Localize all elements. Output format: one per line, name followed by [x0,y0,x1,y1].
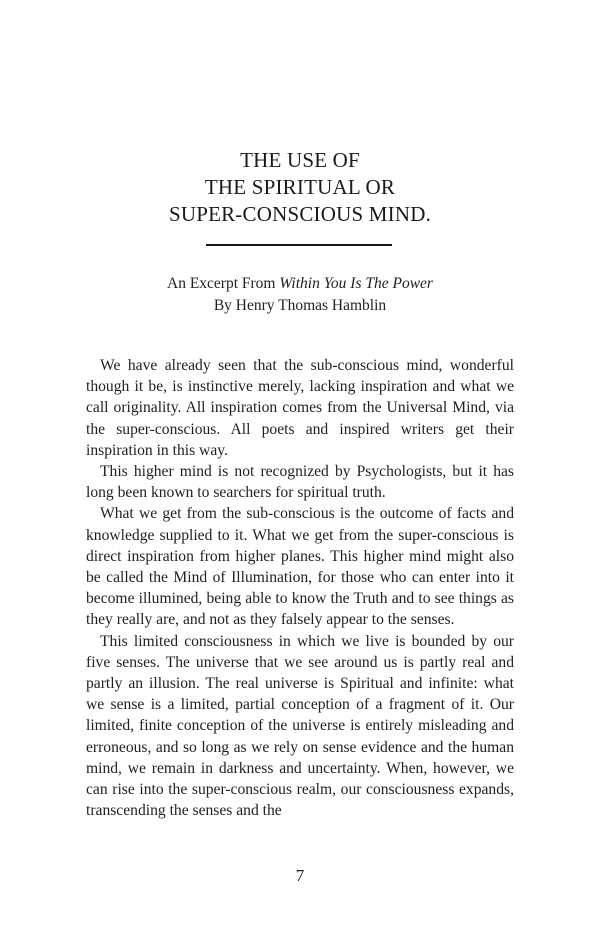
paragraph: This higher mind is not recognized by Psychologists, but it has long been known to searchers for spiritual truth. [86,463,514,502]
title-divider [206,244,392,246]
excerpt-prefix: An Excerpt From [167,275,280,292]
paragraph: We have already seen that the sub-conscious mind, wonderful though it be, is instinctive merely, lacking inspiration and what we call originality. All inspiration comes from the Universal Mind, via the super-conscious. All poets and inspired writers get their inspiration in this way. [86,357,514,459]
paragraph: What we get from the sub-conscious is the outcome of facts and knowledge supplied to it. What we get from the super-conscious is direct inspiration from higher planes. This higher mind might also be called the Mind of Illumination, for those who can enter into it become illumined, being able to know the Truth and to see things as they really are, and not as they falsely appear to the senses. [86,505,514,629]
chapter-title-line-1: THE USE OF [240,148,360,172]
page-number: 7 [295,866,305,885]
chapter-title-line-2: THE SPIRITUAL OR [204,175,396,199]
paragraph: This limited consciousness in which we live is bounded by our five senses. The universe that we see around us is partly real and partly an illusion. The real universe is Spiritual and infinite: what we sense is a limited, partial conception of a fragment of it. Our limited, finite conception of the universe is entirely misleading and erroneous, and so long as we rely on sense evidence and the human mind, we remain in darkness and uncertainty. When, however, we can rise into the super-conscious realm, our consciousness expands, transcending the senses and the [86,632,514,820]
byline [0,273,600,317]
author-line: By Henry Thomas Hamblin [213,297,387,314]
chapter-title [0,147,600,228]
chapter-title-line-3: SUPER-CONSCIOUS MIND. [168,202,432,226]
excerpt-source [0,273,600,295]
book-title: Within You Is The Power [279,275,433,292]
body-text [86,355,514,821]
